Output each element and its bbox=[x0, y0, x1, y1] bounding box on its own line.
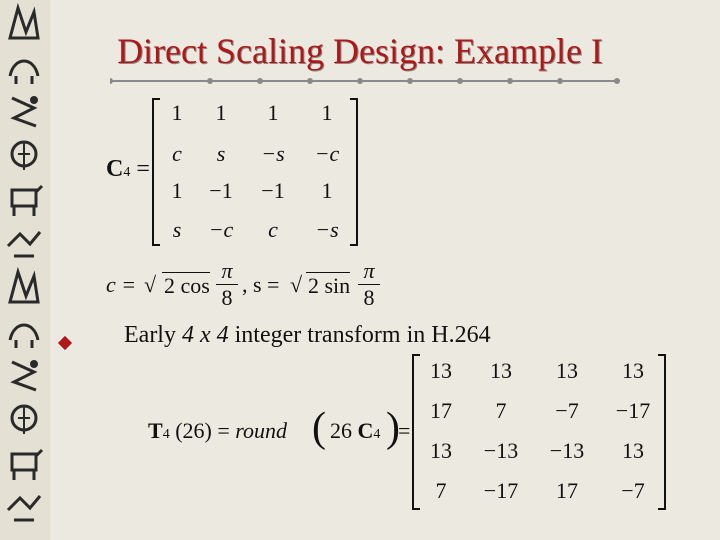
matrix-c4-cell: 1 bbox=[321, 178, 333, 203]
t4-scale bbox=[330, 418, 380, 444]
glyph-icon bbox=[4, 90, 44, 132]
matrix-c4-cell: −c bbox=[208, 217, 234, 242]
t4-subscript: 4 bbox=[162, 427, 170, 442]
bullet-text-suffix: integer transform in H.264 bbox=[228, 322, 491, 348]
round-function: round bbox=[235, 418, 287, 443]
pi-over-8-fraction bbox=[356, 258, 382, 311]
matrix-c4-cell: 1 bbox=[171, 178, 183, 203]
bullet-text-prefix: Early bbox=[124, 322, 182, 348]
s-definition-left: , s = bbox=[242, 272, 280, 297]
matrix-c4-cell: −1 bbox=[209, 178, 233, 203]
matrix-t4-cell: −7 bbox=[555, 398, 579, 423]
bullet-icon bbox=[58, 336, 72, 350]
decorative-border bbox=[0, 0, 50, 540]
glyph-icon bbox=[4, 486, 44, 528]
c-definition-cos: 2 cos bbox=[164, 273, 210, 298]
pi-over-8-fraction bbox=[214, 258, 240, 311]
right-paren: ) bbox=[386, 405, 400, 451]
glyph-icon bbox=[4, 310, 44, 352]
sqrt-symbol: √ bbox=[144, 272, 157, 297]
matrix-t4-cell: 13 bbox=[622, 358, 644, 383]
matrix-t4-cell: 13 bbox=[490, 358, 512, 383]
matrix-c4-cell: −s bbox=[261, 141, 285, 166]
matrix-c4-cell: 1 bbox=[171, 100, 183, 125]
sqrt-symbol: √ bbox=[290, 272, 303, 297]
t4-equation bbox=[148, 418, 287, 444]
c-definition-left: c = bbox=[106, 272, 137, 297]
matrix-t4-cell: 13 bbox=[430, 438, 452, 463]
bullet-text-italic: 4 x 4 bbox=[181, 322, 229, 348]
bullet-text bbox=[124, 322, 491, 349]
matrix-t4-cell: −7 bbox=[621, 478, 645, 503]
s-definition-sin: 2 sin bbox=[308, 273, 351, 298]
matrix-c4-cell: −c bbox=[314, 141, 340, 166]
title-underline bbox=[110, 78, 620, 84]
matrix-t4-cell: 13 bbox=[430, 358, 452, 383]
t4-equals: = bbox=[398, 418, 411, 443]
t4-label: T bbox=[148, 418, 163, 443]
matrix-c4-cell: c bbox=[268, 217, 278, 242]
left-paren: ( bbox=[312, 405, 326, 451]
matrix-t4-cell: 13 bbox=[622, 438, 644, 463]
c4-label: C4 = bbox=[106, 156, 150, 182]
matrix-t4-cell: 7 bbox=[495, 398, 507, 423]
inner-c-subscript: 4 bbox=[373, 427, 381, 442]
matrix-t4-cell: 7 bbox=[435, 478, 447, 503]
t4-argument: (26) = bbox=[175, 418, 236, 443]
matrix-t4-cell: −17 bbox=[483, 478, 519, 503]
slide-title: Direct Scaling Design: Example I bbox=[117, 31, 603, 71]
matrix-c4-cell: −1 bbox=[261, 178, 285, 203]
matrix-c4-cell: s bbox=[216, 141, 226, 166]
glyph-icon bbox=[4, 222, 44, 264]
matrix-c4-cell: c bbox=[172, 141, 182, 166]
matrix-t4-cell: −13 bbox=[549, 438, 585, 463]
glyph-icon bbox=[4, 134, 44, 176]
fraction-numerator: π bbox=[363, 258, 375, 283]
matrix-t4-cell: −17 bbox=[615, 398, 651, 423]
matrix-c4-cell: 1 bbox=[215, 100, 227, 125]
fraction-numerator: π bbox=[221, 258, 233, 283]
matrix-t4-cell: −13 bbox=[483, 438, 519, 463]
glyph-icon bbox=[4, 442, 44, 484]
matrix-t4-cell: 17 bbox=[430, 398, 452, 423]
fraction-denominator: 8 bbox=[221, 285, 233, 310]
matrix-c4-cell: −s bbox=[315, 217, 339, 242]
matrix-c4-cell: 1 bbox=[267, 100, 279, 125]
inner-c-label: C bbox=[357, 418, 374, 443]
glyph-icon bbox=[4, 266, 44, 308]
fraction-denominator: 8 bbox=[363, 285, 375, 310]
matrix-t4-cell: 13 bbox=[556, 358, 578, 383]
glyph-icon bbox=[4, 398, 44, 440]
matrix-c4-cell: 1 bbox=[321, 100, 333, 125]
glyph-icon bbox=[4, 178, 44, 220]
matrix-t4-cell: 17 bbox=[556, 478, 578, 503]
glyph-icon bbox=[4, 354, 44, 396]
scale-factor: 26 bbox=[330, 418, 352, 443]
matrix-c4-cell: s bbox=[172, 217, 182, 242]
